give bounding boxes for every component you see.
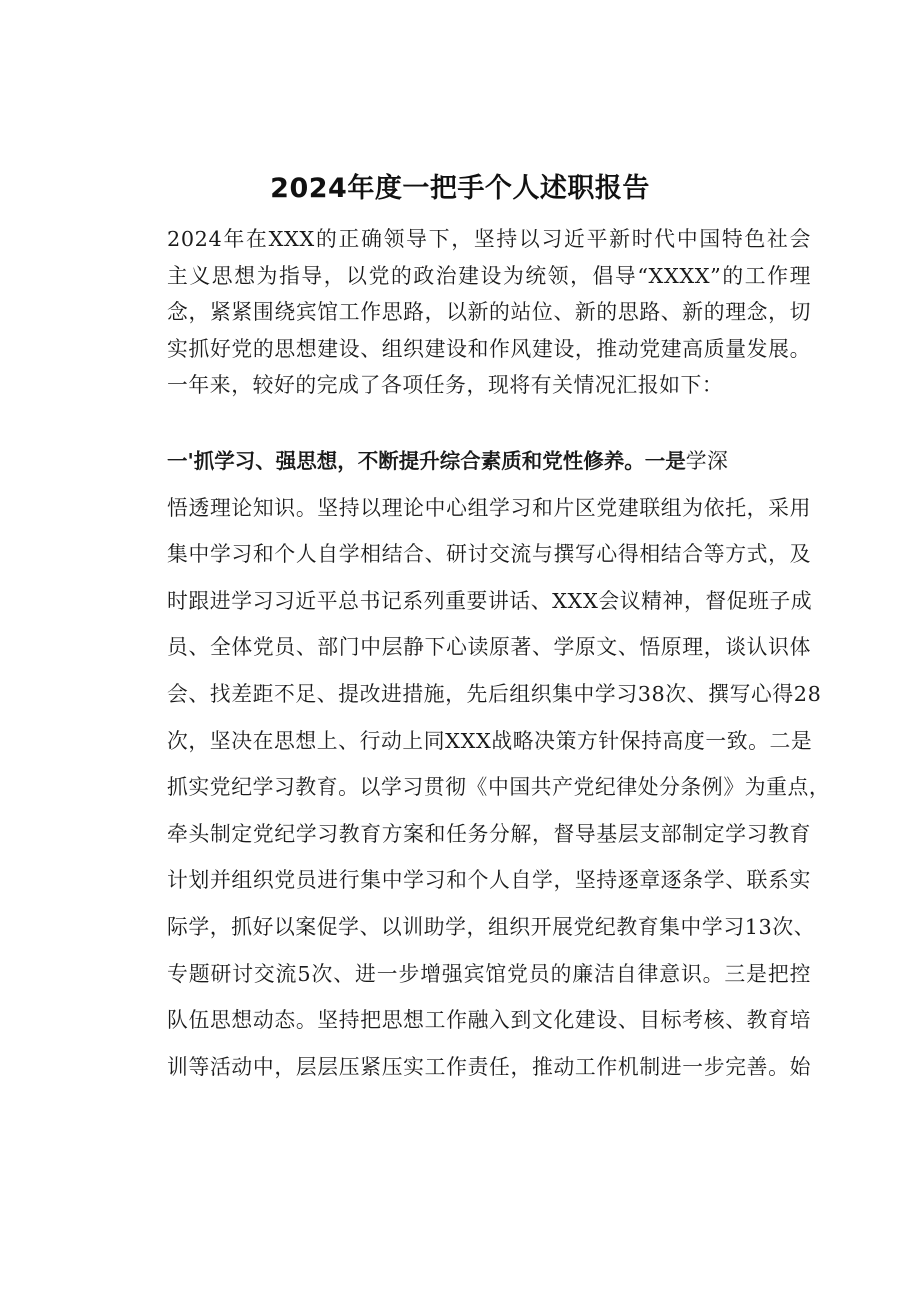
section-1-paragraph xyxy=(123,438,831,1090)
text-line: 会、找差距不足、提改进措施，先后组织集中学习38次、撰写心得28 xyxy=(167,681,822,706)
text-line: 际学，抓好以案促学、以训助学，组织开展党纪教育集中学习13次、 xyxy=(167,914,816,939)
section-1-heading: 一'抓学习、强思想，不断提升综合素质和党性修养。一是 xyxy=(167,449,686,473)
text-line: 专题研讨交流5次、进一步增强宾馆党员的廉洁自律意识。三是把控 xyxy=(167,961,811,986)
text-line: 一年来，较好的完成了各项任务，现将有关情况汇报如下： xyxy=(167,373,724,397)
text-line: 时跟进学习习近平总书记系列重要讲话、XXX会议精神，督促班子成 xyxy=(167,588,813,613)
text-line: 抓实党纪学习教育。以学习贯彻《中国共产党纪律处分条例》为重点， xyxy=(167,775,831,800)
text-line: 主义思想为指导，以党的政治建设为统领，倡导“XXXX”的工作理 xyxy=(167,263,811,288)
text-line: 计划并组织党员进行集中学习和个人自学，坚持逐章逐条学、联系实 xyxy=(167,868,811,893)
text-line: 念，紧紧围绕宾馆工作思路，以新的站位、新的思路、新的理念，切 xyxy=(167,300,811,324)
section-1-first-line xyxy=(123,438,811,485)
text-line: 集中学习和个人自学相结合、研讨交流与撰写心得相结合等方式，及 xyxy=(167,542,811,567)
text-line: 队伍思想动态。坚持把思想工作融入到文化建设、目标考核、教育培 xyxy=(167,1008,811,1033)
document-title: 2024年度一把手个人述职报告 xyxy=(270,173,650,204)
text-line: 训等活动中，层层压紧压实工作责任，推动工作机制进一步完善。始 xyxy=(167,1054,811,1079)
text-line: 牵头制定党纪学习教育方案和任务分解，督导基层支部制定学习教育 xyxy=(167,821,811,846)
intro-paragraph xyxy=(123,221,811,404)
text-line: 悟透理论知识。坚持以理论中心组学习和片区党建联组为依托，采用 xyxy=(167,495,811,520)
text-line: 员、全体党员、部门中层静下心读原著、学原文、悟原理，谈认识体 xyxy=(167,635,811,660)
text-line: 次，坚决在思想上、行动上同XXX战略决策方针保持高度一致。二是 xyxy=(167,728,813,753)
text-line: 2024年在XXX的正确领导下，坚持以习近平新时代中国特色社会 xyxy=(167,227,811,251)
text-fragment: 学深 xyxy=(685,449,729,473)
text-line: 实抓好党的思想建设、组织建设和作风建设，推动党建高质量发展。 xyxy=(167,336,811,361)
